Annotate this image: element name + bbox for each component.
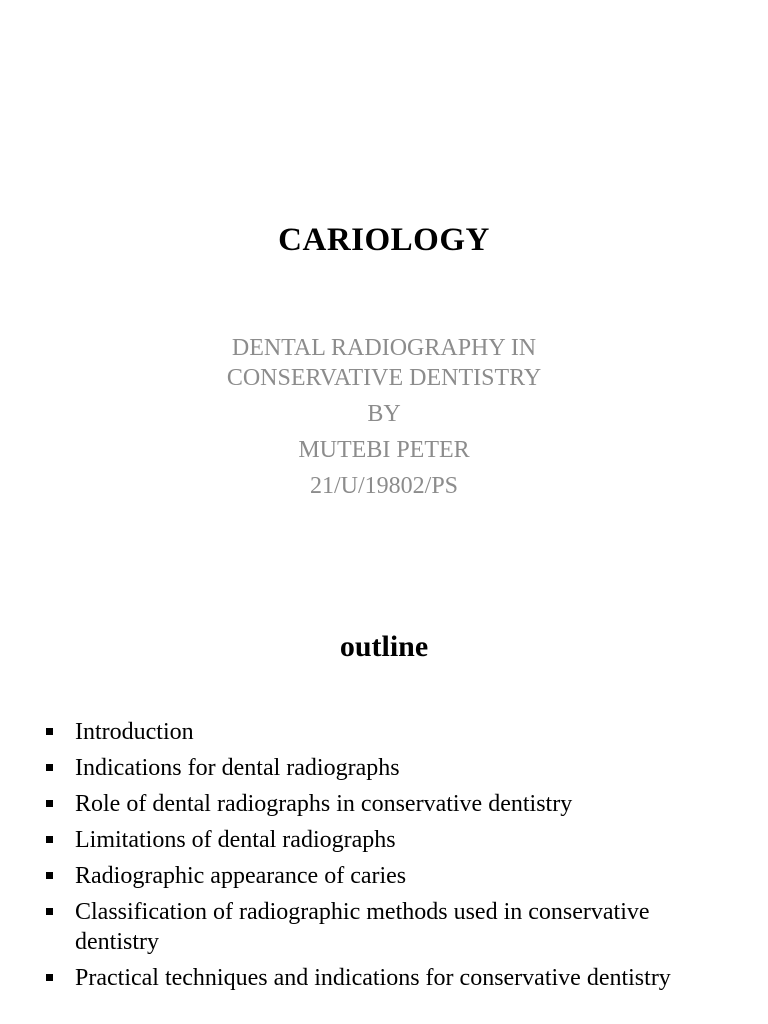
subtitle-line: BY: [367, 401, 401, 427]
list-item: [0, 789, 700, 819]
list-item-text: Introduction: [75, 719, 194, 745]
list-item: [0, 825, 700, 855]
slide-subtitle: [0, 333, 768, 501]
subtitle-line: 21/U/19802/PS: [309, 473, 459, 499]
outline-slide: [0, 576, 768, 1024]
list-item-text: Role of dental radiographs in conservative dentistry: [75, 791, 573, 817]
square-bullet-icon: [46, 872, 53, 879]
list-item: [0, 861, 700, 891]
list-item-text: Limitations of dental radiographs: [75, 827, 396, 853]
list-item: [0, 753, 700, 783]
list-item-text: Practical techniques and indications for conservative dentistry: [75, 965, 671, 991]
list-item-text: Classification of radiographic methods used in conservative dentistry: [75, 899, 650, 955]
subtitle-line: MUTEBI PETER: [298, 437, 470, 463]
square-bullet-icon: [46, 800, 53, 807]
subtitle-line: DENTAL RADIOGRAPHY IN: [231, 335, 537, 361]
square-bullet-icon: [46, 974, 53, 981]
slide-title: CARIOLOGY: [278, 222, 490, 258]
outline-list: [0, 717, 700, 999]
subtitle-line: CONSERVATIVE DENTISTRY: [226, 365, 542, 391]
square-bullet-icon: [46, 764, 53, 771]
list-item: [0, 897, 700, 957]
list-item-text: Indications for dental radiographs: [75, 755, 400, 781]
list-item: [0, 963, 700, 993]
square-bullet-icon: [46, 836, 53, 843]
list-item-text: Radiographic appearance of caries: [75, 863, 407, 889]
square-bullet-icon: [46, 908, 53, 915]
list-item: [0, 717, 700, 747]
square-bullet-icon: [46, 728, 53, 735]
outline-title: outline: [339, 630, 429, 663]
